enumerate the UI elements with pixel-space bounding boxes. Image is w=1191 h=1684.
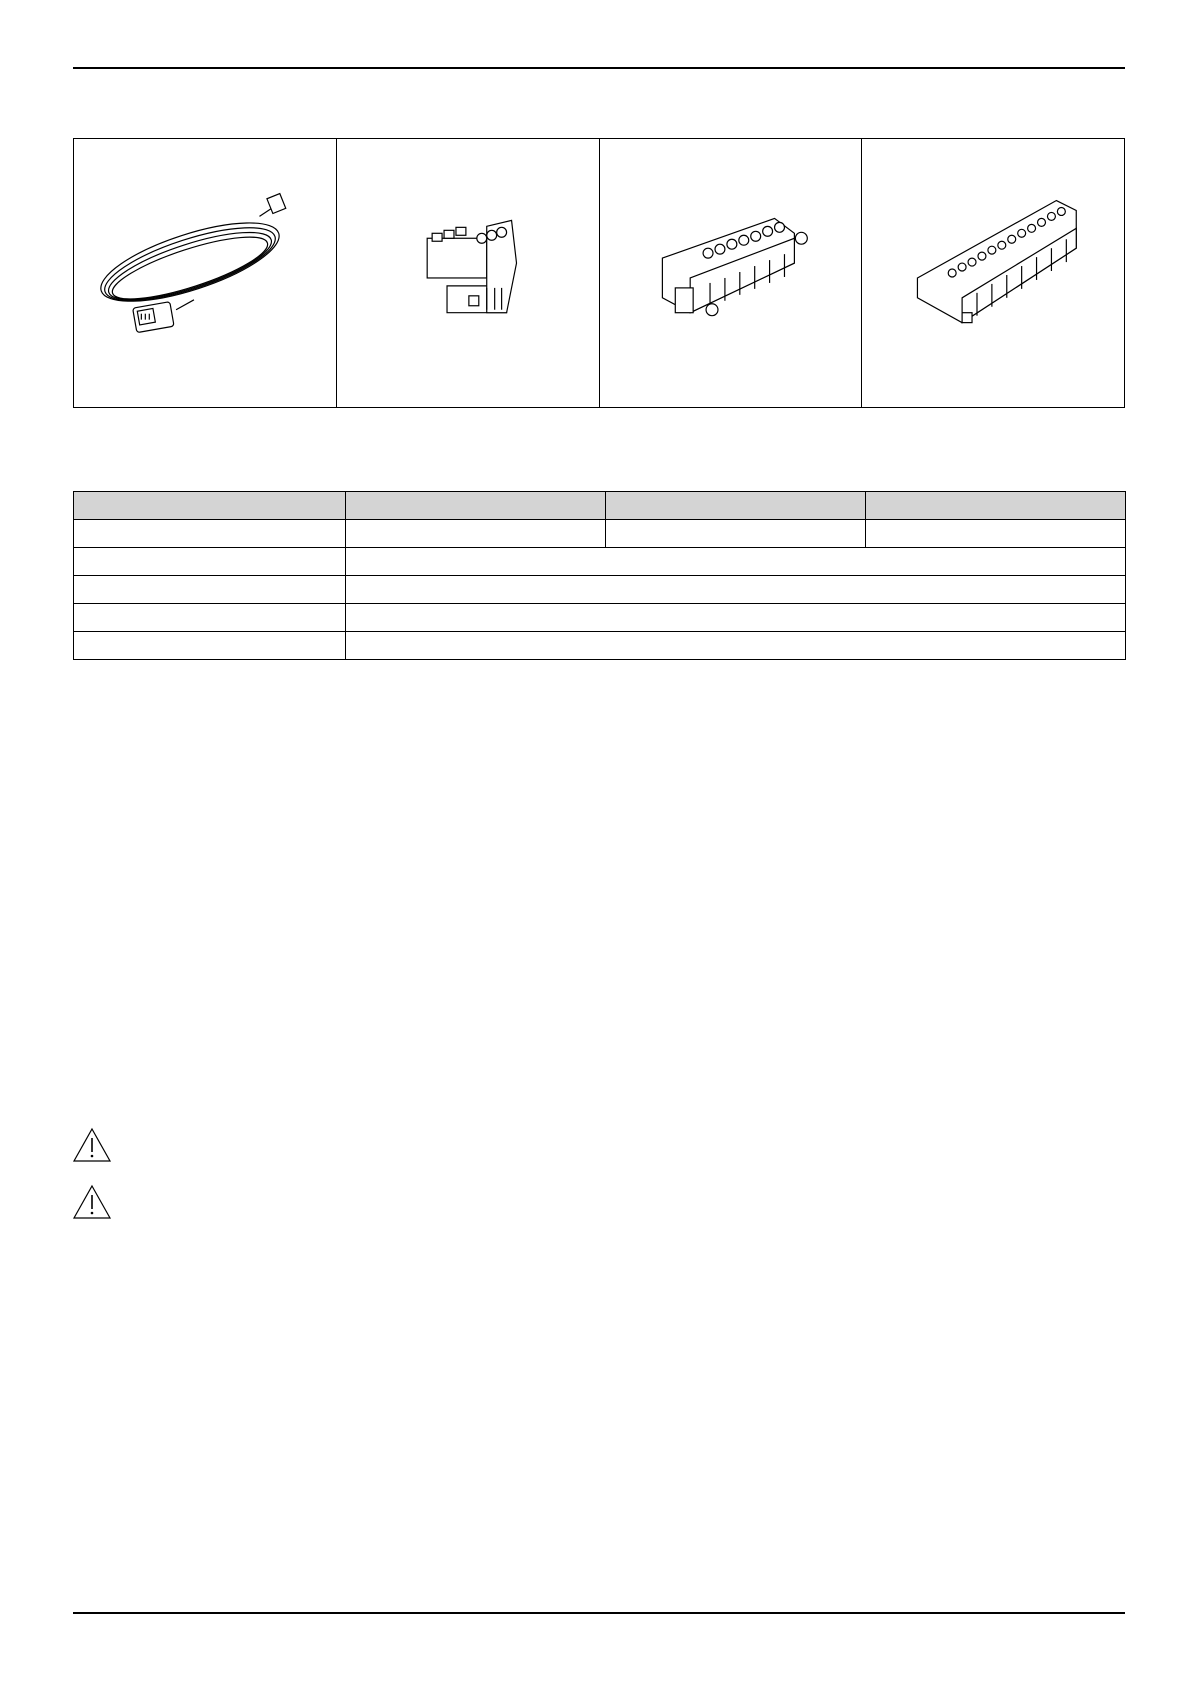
table-cell bbox=[74, 520, 346, 548]
table-header-cell bbox=[346, 492, 606, 520]
footer-rule bbox=[73, 1612, 1125, 1614]
table-header-row bbox=[74, 492, 1126, 520]
terminal-block-12pin-icon bbox=[862, 139, 1124, 407]
table-cell bbox=[866, 520, 1126, 548]
table-cell bbox=[346, 604, 1126, 632]
accessory-figures bbox=[73, 138, 1125, 408]
table-header-cell bbox=[606, 492, 866, 520]
table-cell bbox=[346, 520, 606, 548]
table-cell bbox=[74, 604, 346, 632]
table-cell bbox=[74, 632, 346, 660]
figure-cell-terminal-4pin bbox=[337, 139, 600, 407]
table-row bbox=[74, 520, 1126, 548]
table-cell bbox=[606, 520, 866, 548]
table-cell bbox=[346, 576, 1126, 604]
figure-cell-terminal-8pin bbox=[600, 139, 863, 407]
table-header-cell bbox=[74, 492, 346, 520]
accessory-table bbox=[73, 491, 1126, 660]
table-row bbox=[74, 632, 1126, 660]
warning-triangle-icon bbox=[72, 1127, 112, 1163]
table-row bbox=[74, 576, 1126, 604]
terminal-block-4pin-icon bbox=[337, 139, 599, 407]
table-header-cell bbox=[866, 492, 1126, 520]
table-row bbox=[74, 548, 1126, 576]
table-row bbox=[74, 604, 1126, 632]
table-cell bbox=[74, 576, 346, 604]
header-rule bbox=[73, 67, 1125, 69]
table-cell bbox=[74, 548, 346, 576]
figure-cell-power-cord bbox=[74, 139, 337, 407]
terminal-block-8pin-icon bbox=[600, 139, 862, 407]
figure-cell-terminal-12pin bbox=[862, 139, 1124, 407]
table-cell bbox=[346, 632, 1126, 660]
table-cell bbox=[346, 548, 1126, 576]
warning-triangle-icon bbox=[72, 1184, 112, 1220]
power-cord-icon bbox=[74, 139, 336, 407]
